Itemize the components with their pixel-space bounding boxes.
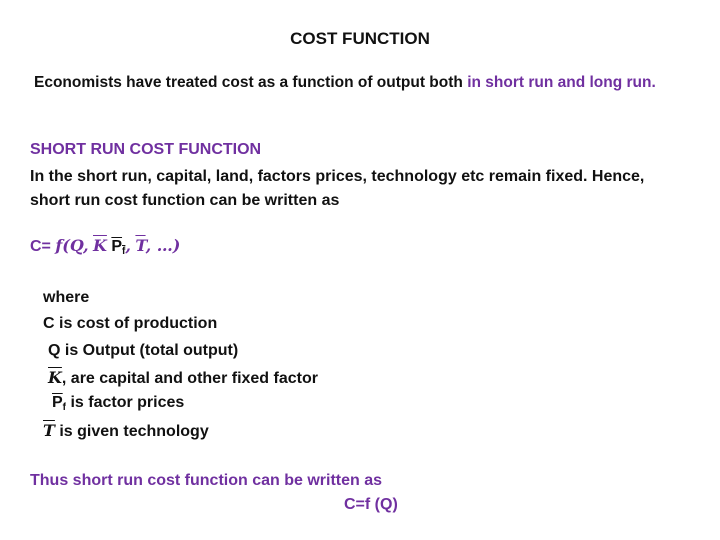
formula-q: Q [69,236,83,255]
where-t-line [43,421,209,441]
section-line-1: In the short run, capital, land, factors prices, technology etc remain fixed. Hence, [30,168,645,185]
formula-comma-1: , [82,236,89,255]
where-p-line [52,394,184,413]
formula-p [111,238,125,255]
where-p-sub: f [62,402,67,413]
formula-t: $\overline{T}$ [135,236,146,255]
section-heading: SHORT RUN COST FUNCTION [30,141,262,158]
formula-k: $\overline{K}$ [93,236,107,255]
where-p-symbol: $\overline{P}$ [52,394,63,411]
where-c-line: C is cost of production [43,315,218,332]
formula-rest: , …) [145,236,181,255]
where-q-line: Q is Output (total output) [48,342,239,359]
formula-open: ( [62,236,70,255]
short-run-formula [30,236,180,257]
formula-comma-2: , [125,236,131,255]
formula-p-sub: f [122,246,126,257]
where-t-text: is given technology [54,423,209,440]
page-title: COST FUNCTION [290,29,430,48]
intro-highlight: in short run and long run. [467,74,656,91]
intro-paragraph [34,74,656,92]
where-p-text: is factor prices [66,394,185,411]
where-label: where [43,289,90,306]
formula-p-letter: P [111,238,123,255]
formula-f: f [55,236,63,255]
where-k-line [48,368,318,388]
where-k-text: , are capital and other fixed factor [61,370,318,387]
where-t-symbol: $\overline{T}$ [43,421,55,440]
formula-lhs: C= [30,238,51,255]
where-k-symbol: $\overline{K}$ [48,368,62,387]
closing-text: Thus short run cost function can be written as [30,472,383,489]
section-paragraph [30,165,644,213]
section-line-2: short run cost function can be written as [30,192,340,209]
final-formula: C=f (Q) [344,496,398,513]
intro-text: Economists have treated cost as a function of output both [34,74,468,91]
